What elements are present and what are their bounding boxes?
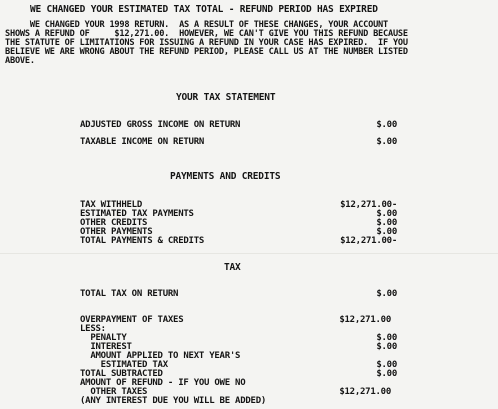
- agi-label: ADJUSTED GROSS INCOME ON RETURN: [80, 120, 241, 130]
- other-credits-amount: $.00: [376, 218, 397, 228]
- tax-withheld-amount: $12,271.00-: [340, 200, 397, 210]
- interest-amount: $.00: [376, 342, 397, 352]
- refund-amount: $12,271.00: [339, 387, 391, 397]
- estimated-tax-label: ESTIMATED TAX: [80, 360, 168, 370]
- notice-paragraph-line-2: SHOWS A REFUND OF $12,271.00. HOWEVER, WE CAN'T GIVE YOU THIS REFUND BECAUSE: [5, 29, 408, 39]
- penalty-label: PENALTY: [80, 333, 127, 343]
- total-tax-amount: $.00: [376, 289, 397, 299]
- interest-note: (ANY INTEREST DUE YOU WILL BE ADDED): [80, 396, 267, 406]
- total-subtracted-amount: $.00: [376, 369, 397, 379]
- notice-paragraph-line-1: WE CHANGED YOUR 1998 RETURN. AS A RESULT OF THESE CHANGES, YOUR ACCOUNT: [5, 20, 388, 30]
- other-payments-amount: $.00: [376, 227, 397, 237]
- total-payments-amount: $12,271.00-: [340, 236, 397, 246]
- taxable-income-amount: $.00: [376, 137, 397, 147]
- interest-label: INTEREST: [80, 342, 132, 352]
- tax-withheld-label: TAX WITHHELD: [80, 200, 143, 210]
- notice-title: WE CHANGED YOUR ESTIMATED TAX TOTAL - REFUND PERIOD HAS EXPIRED: [30, 4, 378, 15]
- estimated-tax-payments-label: ESTIMATED TAX PAYMENTS: [80, 209, 194, 219]
- estimated-tax-amount: $.00: [376, 360, 397, 370]
- applied-next-year-label: AMOUNT APPLIED TO NEXT YEAR'S: [80, 351, 241, 361]
- overpayment-label: OVERPAYMENT OF TAXES: [80, 315, 184, 325]
- notice-paragraph-line-4: BELIEVE WE ARE WRONG ABOUT THE REFUND PERIOD, PLEASE CALL US AT THE NUMBER LISTED: [5, 47, 408, 57]
- fold-line: [0, 253, 498, 254]
- tax-heading: TAX: [224, 262, 241, 273]
- other-payments-label: OTHER PAYMENTS: [80, 227, 153, 237]
- penalty-amount: $.00: [376, 333, 397, 343]
- estimated-tax-payments-amount: $.00: [376, 209, 397, 219]
- total-payments-label: TOTAL PAYMENTS & CREDITS: [80, 236, 205, 246]
- notice-paragraph-line-3: THE STATUTE OF LIMITATIONS FOR ISSUING A REFUND IN YOUR CASE HAS EXPIRED. IF YOU: [5, 38, 408, 48]
- agi-amount: $.00: [376, 120, 397, 130]
- other-credits-label: OTHER CREDITS: [80, 218, 148, 228]
- total-subtracted-label: TOTAL SUBTRACTED: [80, 369, 163, 379]
- notice-paragraph-line-5: ABOVE.: [5, 56, 35, 66]
- other-taxes-label: OTHER TAXES: [80, 387, 148, 397]
- less-label: LESS:: [80, 324, 106, 334]
- taxable-income-label: TAXABLE INCOME ON RETURN: [80, 137, 205, 147]
- total-tax-label: TOTAL TAX ON RETURN: [80, 289, 179, 299]
- overpayment-amount: $12,271.00: [339, 315, 391, 325]
- refund-amount-label: AMOUNT OF REFUND - IF YOU OWE NO: [80, 378, 246, 388]
- payments-heading: PAYMENTS AND CREDITS: [170, 171, 281, 182]
- tax-statement-heading: YOUR TAX STATEMENT: [176, 92, 276, 103]
